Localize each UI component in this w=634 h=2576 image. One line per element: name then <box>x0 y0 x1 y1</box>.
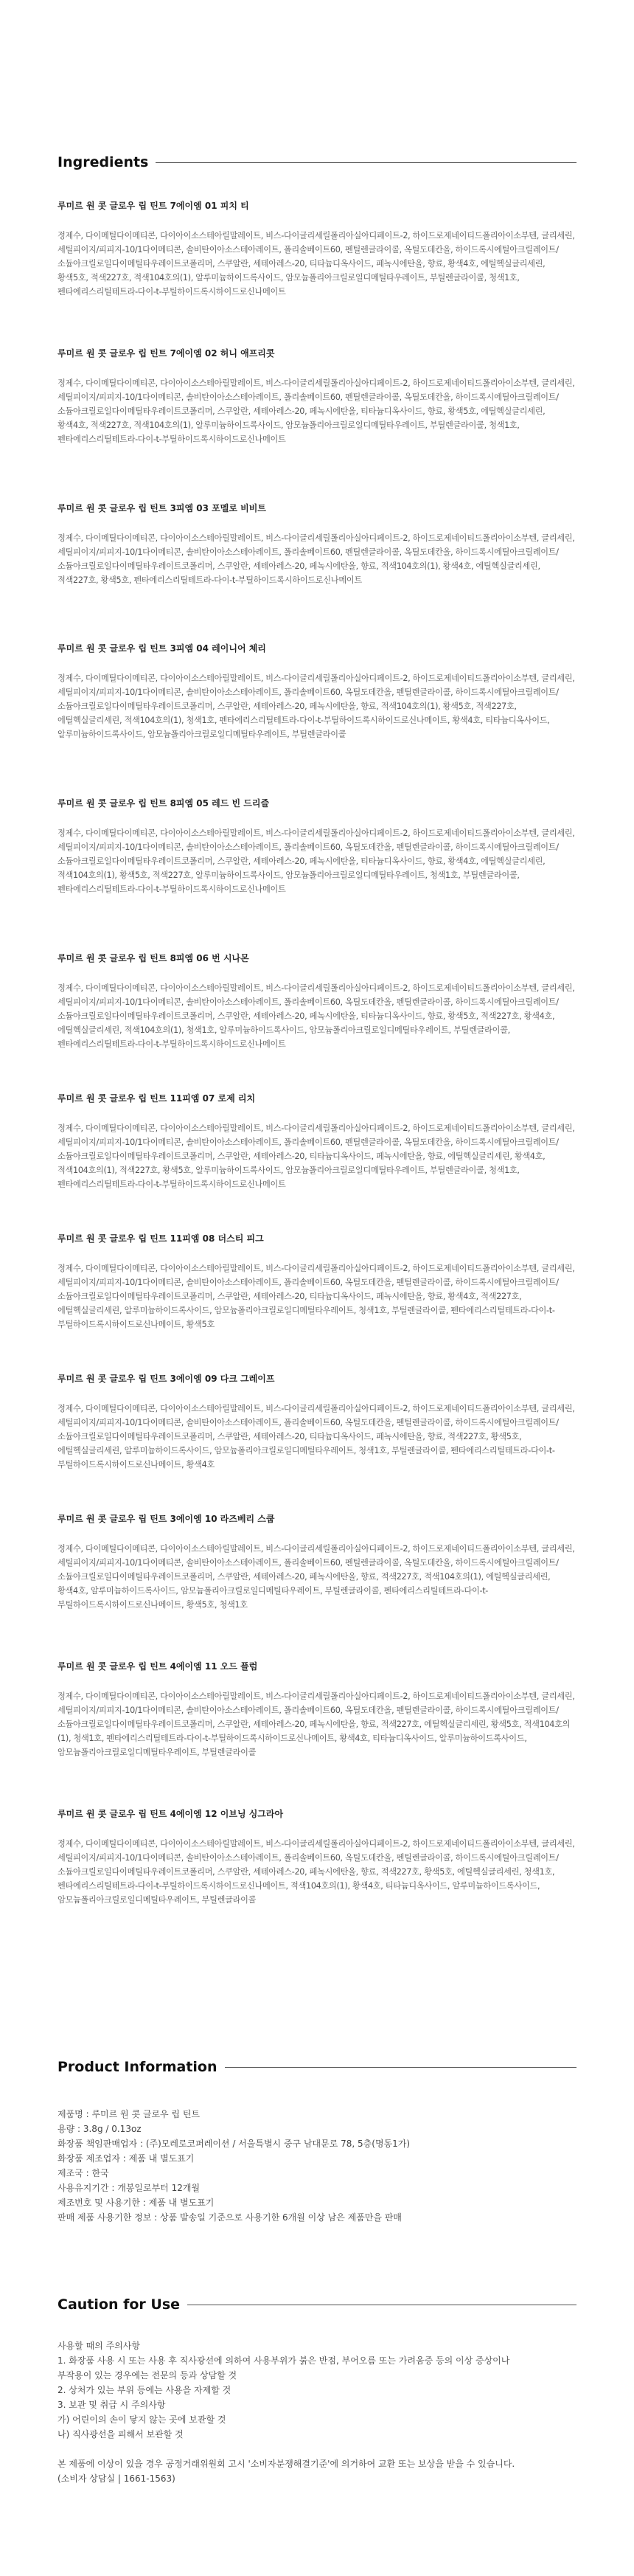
ingredient-list: 정제수, 다이메틸다이메티콘, 다이아이소스테아릴말레이트, 비스-다이글리세릴폴리아실아디페이트-2, 하이드로제네이티드폴리아이소부텐, 글리세린, 세틸피이지/피피지-10/1다이메티콘, 솔비탄이아소스테아레이트, 폴리솔베이트60, 펜틸렌글라이콜, 옥틸도데칸올, 하이드록시에틸아크릴레이트/소듐아크릴로일다이메틸타우레이트코폴리머, 스쿠알란, 세테아레스-20, 페녹시에탄올, 향료, 적색227호, 적색104호의(1), 에틸헥실글리세린, 황색4호, 알루미늄하이드록사이드, 암모늄폴리아크릴로일디메틸타우레이트, 부틸렌글라이콜, 펜타에리스리틸테트라-다이-t-부틸하이드록시하이드로신나메이트, 황색5호, 청색1호 <box>58 1544 575 1610</box>
ingredient-product-name: 루미르 원 콧 글로우 립 틴트 11피엠 08 더스티 피그 <box>58 1233 264 1244</box>
product-information-list <box>58 2107 576 2225</box>
product-information-title: Product Information <box>58 2059 217 2075</box>
ingredient-product-name: 루미르 원 콧 글로우 립 틴트 4에이엠 12 이브닝 싱그라아 <box>58 1809 284 1819</box>
ingredient-list: 정제수, 다이메틸다이메티콘, 다이아이소스테아릴말레이트, 비스-다이글리세릴폴리아실아디페이트-2, 하이드로제네이티드폴리아이소부텐, 글리세린, 세틸피이지/피피지-10/1다이메티콘, 솔비탄이아소스테아레이트, 폴리솔베이트60, 펜틸렌글라이콜, 옥틸도데칸올, 하이드록시에틸아크릴레이트/소듐아크릴로일다이메틸타우레이트코폴리머, 스쿠알란, 세테아레스-20, 페녹시에탄올, 향료, 적색104호의(1), 황색4호, 에틸헥실글리세린, 적색227호, 황색5호, 펜타에리스리틸테트라-다이-t-부틸하이드록시하이드로신나메이트 <box>58 533 575 585</box>
product-info-line: 사용유지기간 : 개봉일로부터 12개월 <box>58 2183 201 2193</box>
caution-line: 가) 어린이의 손이 닿지 않는 곳에 보관할 것 <box>58 2414 226 2425</box>
ingredient-item <box>58 952 576 1051</box>
ingredient-list: 정제수, 다이메틸다이메티콘, 다이아이소스테아릴말레이트, 비스-다이글리세릴폴리아실아디페이트-2, 하이드로제네이티드폴리아이소부텐, 글리세린, 세틸피이지/피피지-10/1다이메티콘, 솔비탄이아소스테아레이트, 폴리솔베이트60, 펜틸렌글라이콜, 옥틸도데칸올, 하이드록시에틸아크릴레이트/소듐아크릴로일다이메틸타우레이트코폴리머, 스쿠알란, 세테아레스-20, 티타늄디옥사이드, 페녹시에탄올, 향료, 에틸헥실글리세린, 황색4호, 적색104호의(1), 적색227호, 황색5호, 알루미늄하이드록사이드, 암모늄폴리아크릴로일디메틸타우레이트, 부틸렌글라이콜, 청색1호, 펜타에리스리틸테트라-다이-t-부틸하이드록시하이드로신나메이트 <box>58 1123 575 1189</box>
caution-line: 3. 보관 및 취급 시 주의사항 <box>58 2400 166 2410</box>
divider <box>156 162 576 163</box>
ingredient-item <box>58 1372 576 1472</box>
ingredient-list: 정제수, 다이메틸다이메티콘, 다이아이소스테아릴말레이트, 비스-다이글리세릴폴리아실아디페이트-2, 하이드로제네이티드폴리아이소부텐, 글리세린, 세틸피이지/피피지-10/1다이메티콘, 솔비탄이아소스테아레이트, 폴리솔베이트60, 옥틸도데칸올, 펜틸렌글라이콜, 하이드록시에틸아크릴레이트/소듐아크릴로일다이메틸타우레이트코폴리머, 스쿠알란, 세테아레스-20, 티타늄디옥사이드, 페녹시에탄올, 향료, 적색227호, 황색5호, 에틸헥실글리세린, 알루미늄하이드록사이드, 암모늄폴리아크릴로일디메틸타우레이트, 청색1호, 부틸렌글라이콜, 펜타에리스리틸테트라-다이-t-부틸하이드록시하이드로신나메이트, 황색4호 <box>58 1404 575 1469</box>
ingredient-list: 정제수, 다이메틸다이메티콘, 다이아이소스테아릴말레이트, 비스-다이글리세릴폴리아실아디페이트-2, 하이드로제네이티드폴리아이소부텐, 글리세린, 세틸피이지/피피지-10/1다이메티콘, 솔비탄이아소스테아레이트, 폴리솔베이트60, 옥틸도데칸올, 펜틸렌글라이콜, 하이드록시에틸아크릴레이트/소듐아크릴로일다이메틸타우레이트코폴리머, 스쿠알란, 세테아레스-20, 페녹시에탄올, 향료, 적색227호, 황색5호, 에틸헥실글리세린, 청색1호, 펜타에리스리틸테트라-다이-t-부틸하이드록시하이드로신나메이트, 적색104호의(1), 황색4호, 티타늄디옥사이드, 알루미늄하이드록사이드, 암모늄폴리아크릴로일디메틸타우레이트, 부틸렌글라이콜 <box>58 1839 575 1905</box>
product-info-line: 화장품 제조업자 : 제품 내 별도표기 <box>58 2153 195 2164</box>
caution-line: 나) 직사광선을 피해서 보관할 것 <box>58 2429 184 2440</box>
ingredient-item <box>58 1660 576 1759</box>
ingredient-product-name: 루미르 원 콧 글로우 립 틴트 7에이엠 02 허니 애프리콧 <box>58 348 275 359</box>
ingredient-product-name: 루미르 원 콧 글로우 립 틴트 7에이엠 01 피치 티 <box>58 201 249 211</box>
caution-list <box>58 2338 576 2486</box>
ingredient-item <box>58 502 576 587</box>
ingredient-item <box>58 1092 576 1191</box>
ingredient-list: 정제수, 다이메틸다이메티콘, 다이아이소스테아릴말레이트, 비스-다이글리세릴폴리아실아디페이트-2, 하이드로제네이티드폴리아이소부텐, 글리세린, 세틸피이지/피피지-10/1다이메티콘, 솔비탄이아소스테아레이트, 폴리솔베이트60, 펜틸렌글라이콜, 옥틸도데칸올, 하이드록시에틸아크릴레이트/소듐아크릴로일다이메틸타우레이트코폴리머, 스쿠알란, 세테아레스-20, 티타늄디옥사이드, 페녹시에탄올, 향료, 황색4호, 에틸헥실글리세린, 황색5호, 적색227호, 적색104호의(1), 알루미늄하이드록사이드, 암모늄폴리아크릴로일디메틸타우레이트, 부틸렌글라이콜, 청색1호, 펜타에리스리틸테트라-다이-t-부틸하이드록시하이드로신나메이트 <box>58 231 575 297</box>
ingredient-product-name: 루미르 원 콧 글로우 립 틴트 3피엠 03 포멜로 비비트 <box>58 503 266 513</box>
ingredient-product-name: 루미르 원 콧 글로우 립 틴트 11피엠 07 로제 리치 <box>58 1093 256 1104</box>
consumer-hotline: (소비자 상담실 | 1661-1563) <box>58 2473 175 2484</box>
ingredient-item <box>58 1807 576 1907</box>
caution-line: 1. 화장품 사용 시 또는 사용 후 직사광선에 의하여 사용부위가 붉은 반점, 부어오름 또는 가려움증 등의 이상 증상이나 <box>58 2355 510 2366</box>
caution-line: 사용할 때의 주의사항 <box>58 2341 140 2351</box>
ingredients-heading <box>58 148 576 177</box>
ingredient-product-name: 루미르 원 콧 글로우 립 틴트 8피엠 05 레드 빈 드리즐 <box>58 798 270 809</box>
ingredient-product-name: 루미르 원 콧 글로우 립 틴트 3에이엠 10 라즈베리 스쿱 <box>58 1514 275 1524</box>
ingredient-product-name: 루미르 원 콧 글로우 립 틴트 3에이엠 09 다크 그레이프 <box>58 1374 275 1384</box>
caution-line: 2. 상처가 있는 부위 등에는 사용을 자제할 것 <box>58 2385 231 2395</box>
product-info-line: 판매 제품 사용기한 정보 : 상품 발송일 기준으로 사용기한 6개월 이상 남은 제품만을 판매 <box>58 2212 402 2223</box>
product-info-line: 제조번호 및 사용기한 : 제품 내 별도표기 <box>58 2198 215 2208</box>
ingredient-list: 정제수, 다이메틸다이메티콘, 다이아이소스테아릴말레이트, 비스-다이글리세릴폴리아실아디페이트-2, 하이드로제네이티드폴리아이소부텐, 글리세린, 세틸피이지/피피지-10/1다이메티콘, 솔비탄이아소스테아레이트, 폴리솔베이트60, 옥틸도데칸올, 펜틸렌글라이콜, 하이드록시에틸아크릴레이트/소듐아크릴로일다이메틸타우레이트코폴리머, 스쿠알란, 세테아레스-20, 페녹시에탄올, 티타늄디옥사이드, 향료, 황색4호, 에틸헥실글리세린, 적색104호의(1), 황색5호, 적색227호, 알루미늄하이드록사이드, 암모늄폴리아크릴로일디메틸타우레이트, 청색1호, 부틸렌글라이콜, 펜타에리스리틸테트라-다이-t-부틸하이드록시하이드로신나메이트 <box>58 828 575 894</box>
ingredient-list: 정제수, 다이메틸다이메티콘, 다이아이소스테아릴말레이트, 비스-다이글리세릴폴리아실아디페이트-2, 하이드로제네이티드폴리아이소부텐, 글리세린, 세틸피이지/피피지-10/1다이메티콘, 솔비탄이아소스테아레이트, 폴리솔베이트60, 옥틸도데칸올, 펜틸렌글라이콜, 하이드록시에틸아크릴레이트/소듐아크릴로일다이메틸타우레이트코폴리머, 스쿠알란, 세테아레스-20, 페녹시에탄올, 티타늄디옥사이드, 향료, 황색5호, 적색227호, 황색4호, 에틸헥실글리세린, 적색104호의(1), 청색1호, 알루미늄하이드록사이드, 암모늄폴리아크릴로일디메틸타우레이트, 부틸렌글라이콜, 펜타에리스리틸테트라-다이-t-부틸하이드록시하이드로신나메이트 <box>58 983 575 1049</box>
product-info-line: 화장품 책임판매업자 : (주)모레로코퍼레이션 / 서울특별시 중구 남대문로 78, 5층(명동1가) <box>58 2139 411 2149</box>
ingredient-product-name: 루미르 원 콧 글로우 립 틴트 3피엠 04 레이니어 체리 <box>58 643 266 654</box>
product-info-line: 제품명 : 루미르 원 콧 글로우 립 틴트 <box>58 2109 201 2119</box>
product-information-heading <box>58 2052 576 2082</box>
ingredients-title: Ingredients <box>58 154 149 170</box>
ingredient-item <box>58 1512 576 1612</box>
ingredient-list: 정제수, 다이메틸다이메티콘, 다이아이소스테아릴말레이트, 비스-다이글리세릴폴리아실아디페이트-2, 하이드로제네이티드폴리아이소부텐, 글리세린, 세틸피이지/피피지-10/1다이메티콘, 솔비탄이아소스테아레이트, 폴리솔베이트60, 옥틸도데칸올, 펜틸렌글라이콜, 하이드록시에틸아크릴레이트/소듐아크릴로일다이메틸타우레이트코폴리머, 스쿠알란, 세테아레스-20, 페녹시에탄올, 향료, 적색227호, 에틸헥실글리세린, 황색5호, 적색104호의(1), 청색1호, 펜타에리스리틸테트라-다이-t-부틸하이드록시하이드로신나메이트, 황색4호, 티타늄디옥사이드, 알루미늄하이드록사이드, 암모늄폴리아크릴로일디메틸타우레이트, 부틸렌글라이콜 <box>58 1692 575 1757</box>
caution-line: 부작용이 있는 경우에는 전문의 등과 상담할 것 <box>58 2370 237 2381</box>
divider <box>225 2067 576 2068</box>
caution-heading <box>58 2290 576 2319</box>
ingredient-product-name: 루미르 원 콧 글로우 립 틴트 8피엠 06 번 시나몬 <box>58 953 249 963</box>
ingredient-item <box>58 642 576 741</box>
ingredient-list: 정제수, 다이메틸다이메티콘, 다이아이소스테아릴말레이트, 비스-다이글리세릴폴리아실아디페이트-2, 하이드로제네이티드폴리아이소부텐, 글리세린, 세틸피이지/피피지-10/1다이메티콘, 솔비탄이아소스테아레이트, 폴리솔베이트60, 옥틸도데칸올, 펜틸렌글라이콜, 하이드록시에틸아크릴레이트/소듐아크릴로일다이메틸타우레이트코폴리머, 스쿠알란, 세테아레스-20, 티타늄디옥사이드, 페녹시에탄올, 향료, 황색4호, 적색227호, 에틸헥실글리세린, 알루미늄하이드록사이드, 암모늄폴리아크릴로일디메틸타우레이트, 청색1호, 부틸렌글라이콜, 펜타에리스리틸테트라-다이-t-부틸하이드록시하이드로신나메이트, 황색5호 <box>58 1264 575 1329</box>
product-info-line: 제조국 : 한국 <box>58 2168 109 2178</box>
ingredient-item <box>58 347 576 446</box>
ingredient-item <box>58 797 576 896</box>
ingredient-product-name: 루미르 원 콧 글로우 립 틴트 4에이엠 11 오드 플럼 <box>58 1661 258 1672</box>
ingredient-list: 정제수, 다이메틸다이메티콘, 다이아이소스테아릴말레이트, 비스-다이글리세릴폴리아실아디페이트-2, 하이드로제네이티드폴리아이소부텐, 글리세린, 세틸피이지/피피지-10/1다이메티콘, 솔비탄이아소스테아레이트, 폴리솔베이트60, 펜틸렌글라이콜, 옥틸도데칸올, 하이드록시에틸아크릴레이트/소듐아크릴로일다이메틸타우레이트코폴리머, 스쿠알란, 세테아레스-20, 페녹시에탄올, 티타늄디옥사이드, 향료, 황색5호, 에틸헥실글리세린, 황색4호, 적색227호, 적색104호의(1), 알루미늄하이드록사이드, 암모늄폴리아크릴로일디메틸타우레이트, 부틸렌글라이콜, 청색1호, 펜타에리스리틸테트라-다이-t-부틸하이드록시하이드로신나메이트 <box>58 378 575 444</box>
ingredient-item <box>58 199 576 299</box>
consumer-notice: 본 제품에 이상이 있을 경우 공정거래위원회 고시 '소비자분쟁해결기준'에 의거하여 교환 또는 보상을 받을 수 있습니다. <box>58 2459 515 2469</box>
product-info-line: 용량 : 3.8g / 0.13oz <box>58 2124 142 2134</box>
caution-title: Caution for Use <box>58 2296 181 2313</box>
ingredient-list: 정제수, 다이메틸다이메티콘, 다이아이소스테아릴말레이트, 비스-다이글리세릴폴리아실아디페이트-2, 하이드로제네이티드폴리아이소부텐, 글리세린, 세틸피이지/피피지-10/1다이메티콘, 솔비탄이아소스테아레이트, 폴리솔베이트60, 옥틸도데칸올, 펜틸렌글라이콜, 하이드록시에틸아크릴레이트/소듐아크릴로일다이메틸타우레이트코폴리머, 스쿠알란, 세테아레스-20, 페녹시에탄올, 향료, 적색104호의(1), 황색5호, 적색227호, 에틸헥실글리세린, 적색104호의(1), 청색1호, 펜타에리스리틸테트라-다이-t-부틸하이드록시하이드로신나메이트, 황색4호, 티타늄디옥사이드, 알루미늄하이드록사이드, 암모늄폴리아크릴로일디메틸타우레이트, 부틸렌글라이콜 <box>58 674 575 739</box>
ingredient-item <box>58 1232 576 1332</box>
